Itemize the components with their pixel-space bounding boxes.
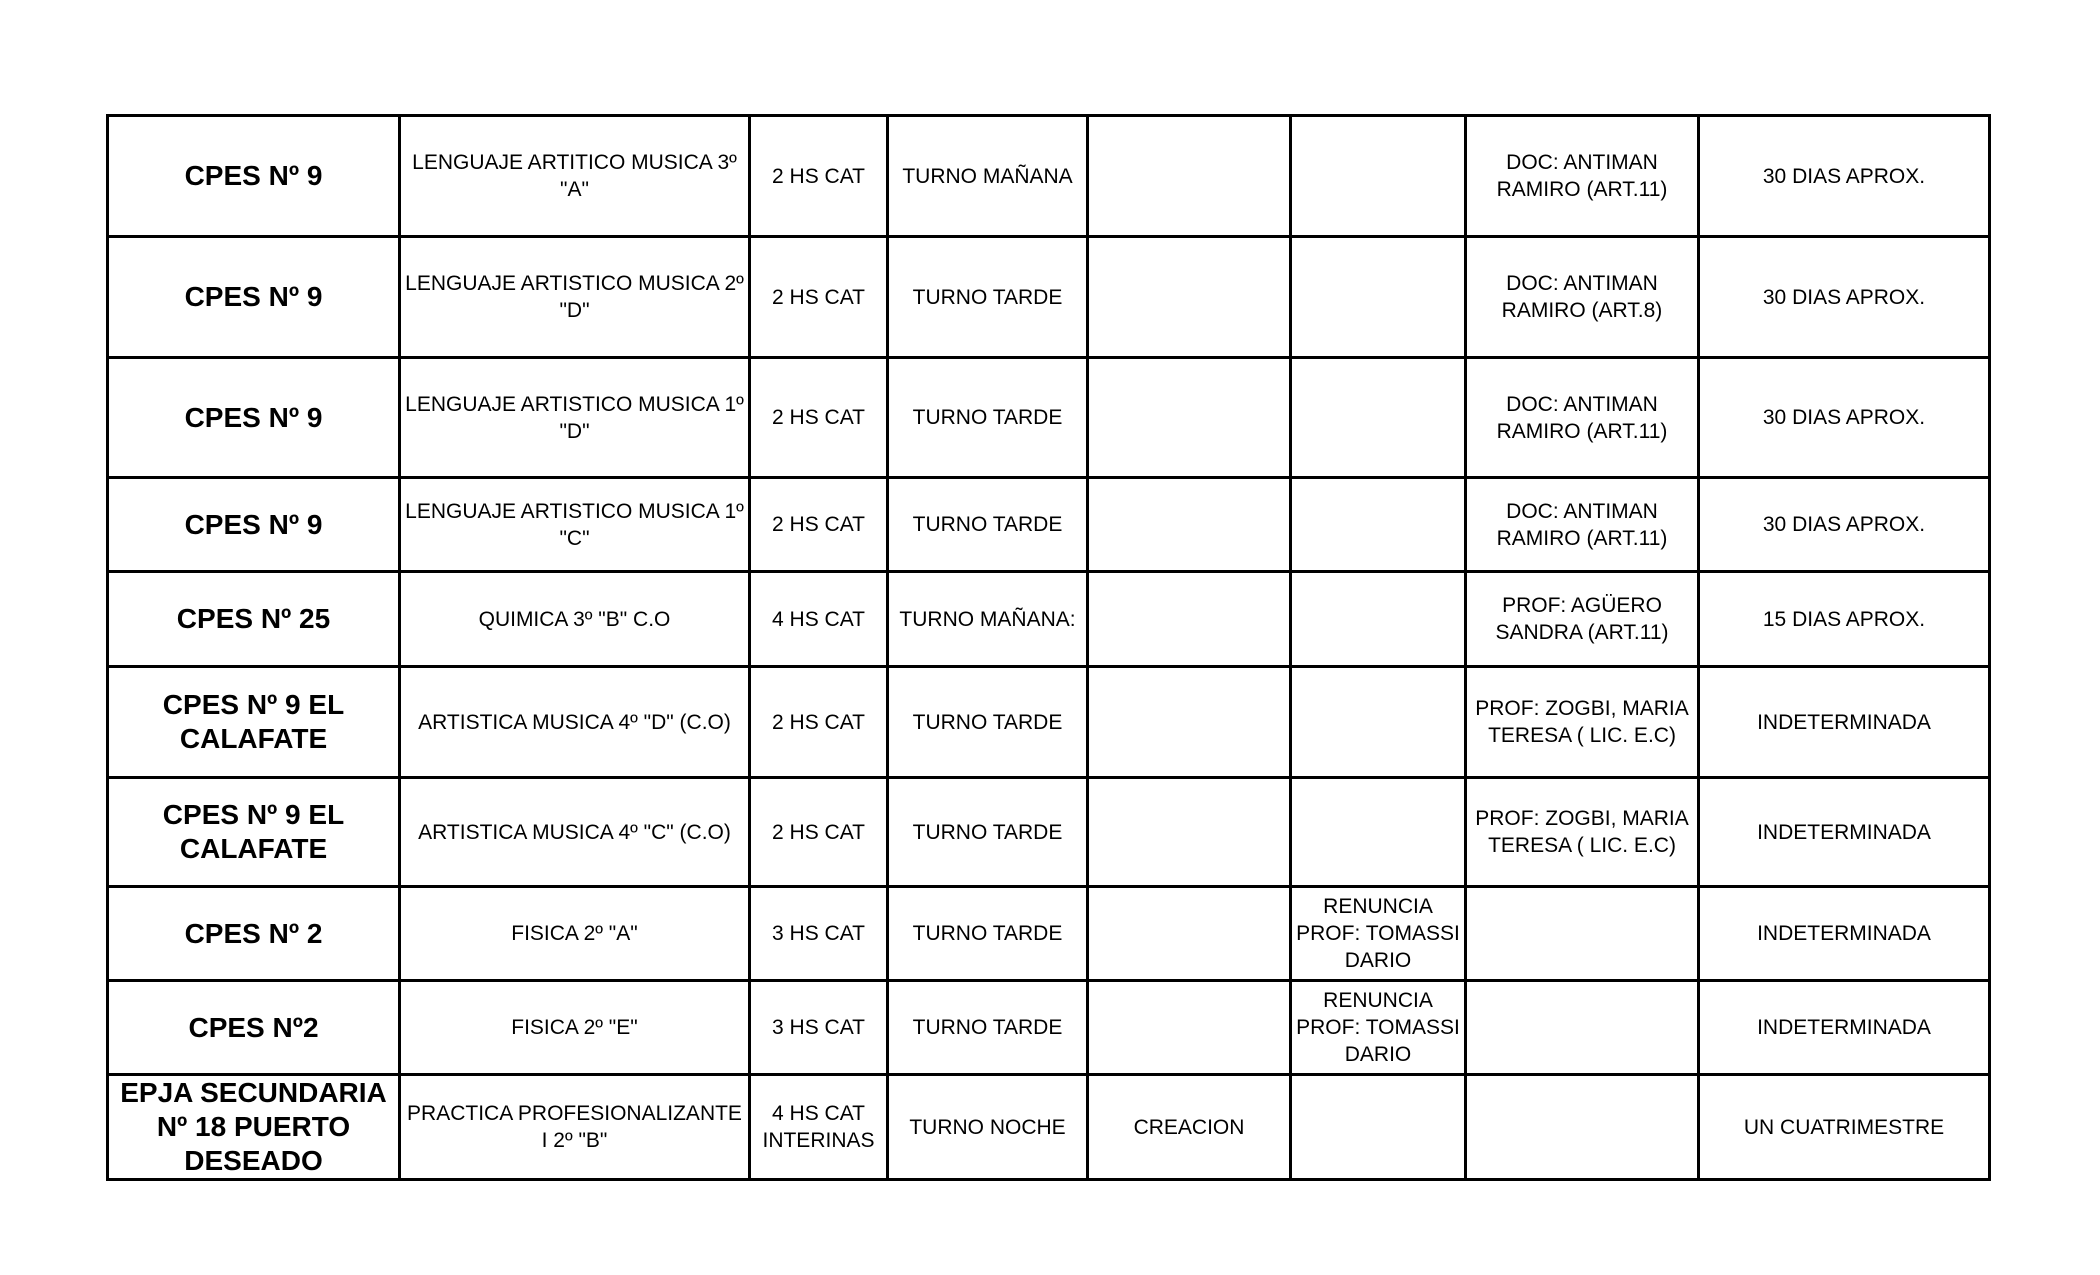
hours-cell: 2 HS CAT (750, 358, 888, 478)
teacher-cell: PROF: AGÜERO SANDRA (ART.11) (1466, 572, 1699, 667)
subject-cell: FISICA 2º "E" (400, 981, 750, 1075)
teacher-cell (1466, 887, 1699, 981)
table-row (108, 778, 1990, 887)
empty-cell (1088, 981, 1291, 1075)
empty-cell (1088, 887, 1291, 981)
vacancies-table (106, 114, 1991, 1181)
subject-cell: LENGUAJE ARTISTICO MUSICA 1º "D" (400, 358, 750, 478)
school-cell: CPES Nº2 (108, 981, 400, 1075)
duration-cell: 30 DIAS APROX. (1699, 116, 1990, 237)
school-cell: CPES Nº 2 (108, 887, 400, 981)
reason-cell (1291, 358, 1466, 478)
empty-cell (1088, 778, 1291, 887)
school-cell: CPES Nº 9 (108, 478, 400, 572)
teacher-cell: DOC: ANTIMAN RAMIRO (ART.11) (1466, 358, 1699, 478)
duration-cell: 30 DIAS APROX. (1699, 358, 1990, 478)
school-cell: CPES Nº 9 EL CALAFATE (108, 778, 400, 887)
subject-cell: PRACTICA PROFESIONALIZANTE I 2º "B" (400, 1075, 750, 1180)
creation-cell: CREACION (1088, 1075, 1291, 1180)
teacher-cell: DOC: ANTIMAN RAMIRO (ART.8) (1466, 237, 1699, 358)
duration-cell: 30 DIAS APROX. (1699, 478, 1990, 572)
subject-cell: FISICA 2º "A" (400, 887, 750, 981)
table-row (108, 237, 1990, 358)
table-row (108, 667, 1990, 778)
table-row (108, 1075, 1990, 1180)
duration-cell: 30 DIAS APROX. (1699, 237, 1990, 358)
reason-cell (1291, 778, 1466, 887)
empty-cell (1088, 358, 1291, 478)
reason-cell (1291, 237, 1466, 358)
duration-cell: INDETERMINADA (1699, 778, 1990, 887)
shift-cell: TURNO TARDE (888, 237, 1088, 358)
school-cell: EPJA SECUNDARIA Nº 18 PUERTO DESEADO (108, 1075, 400, 1180)
shift-cell: TURNO NOCHE (888, 1075, 1088, 1180)
subject-cell: ARTISTICA MUSICA 4º "D" (C.O) (400, 667, 750, 778)
subject-cell: LENGUAJE ARTISTICO MUSICA 1º "C" (400, 478, 750, 572)
duration-cell: INDETERMINADA (1699, 887, 1990, 981)
subject-cell: QUIMICA 3º "B" C.O (400, 572, 750, 667)
hours-cell: 4 HS CAT INTERINAS (750, 1075, 888, 1180)
school-cell: CPES Nº 9 (108, 358, 400, 478)
teacher-cell: DOC: ANTIMAN RAMIRO (ART.11) (1466, 116, 1699, 237)
reason-cell: RENUNCIA PROF: TOMASSI DARIO (1291, 981, 1466, 1075)
empty-cell (1088, 478, 1291, 572)
reason-cell (1291, 116, 1466, 237)
hours-cell: 2 HS CAT (750, 116, 888, 237)
hours-cell: 3 HS CAT (750, 981, 888, 1075)
hours-cell: 2 HS CAT (750, 478, 888, 572)
teacher-cell: PROF: ZOGBI, MARIA TERESA ( LIC. E.C) (1466, 667, 1699, 778)
reason-cell (1291, 667, 1466, 778)
reason-cell: RENUNCIA PROF: TOMASSI DARIO (1291, 887, 1466, 981)
hours-cell: 2 HS CAT (750, 237, 888, 358)
reason-cell (1291, 572, 1466, 667)
subject-cell: ARTISTICA MUSICA 4º "C" (C.O) (400, 778, 750, 887)
reason-cell (1291, 1075, 1466, 1180)
table-row (108, 478, 1990, 572)
teacher-cell: DOC: ANTIMAN RAMIRO (ART.11) (1466, 478, 1699, 572)
hours-cell: 4 HS CAT (750, 572, 888, 667)
subject-cell: LENGUAJE ARTITICO MUSICA 3º "A" (400, 116, 750, 237)
shift-cell: TURNO MAÑANA (888, 116, 1088, 237)
table-row (108, 116, 1990, 237)
shift-cell: TURNO MAÑANA: (888, 572, 1088, 667)
table-row (108, 887, 1990, 981)
hours-cell: 2 HS CAT (750, 667, 888, 778)
shift-cell: TURNO TARDE (888, 667, 1088, 778)
reason-cell (1291, 478, 1466, 572)
hours-cell: 2 HS CAT (750, 778, 888, 887)
shift-cell: TURNO TARDE (888, 887, 1088, 981)
table-row (108, 572, 1990, 667)
table-row (108, 981, 1990, 1075)
duration-cell: INDETERMINADA (1699, 981, 1990, 1075)
empty-cell (1088, 237, 1291, 358)
table-row (108, 358, 1990, 478)
duration-cell: UN CUATRIMESTRE (1699, 1075, 1990, 1180)
empty-cell (1088, 116, 1291, 237)
teacher-cell: PROF: ZOGBI, MARIA TERESA ( LIC. E.C) (1466, 778, 1699, 887)
teacher-cell (1466, 981, 1699, 1075)
shift-cell: TURNO TARDE (888, 981, 1088, 1075)
shift-cell: TURNO TARDE (888, 778, 1088, 887)
school-cell: CPES Nº 9 (108, 237, 400, 358)
shift-cell: TURNO TARDE (888, 478, 1088, 572)
hours-cell: 3 HS CAT (750, 887, 888, 981)
duration-cell: INDETERMINADA (1699, 667, 1990, 778)
empty-cell (1088, 667, 1291, 778)
teacher-cell (1466, 1075, 1699, 1180)
shift-cell: TURNO TARDE (888, 358, 1088, 478)
school-cell: CPES Nº 25 (108, 572, 400, 667)
duration-cell: 15 DIAS APROX. (1699, 572, 1990, 667)
subject-cell: LENGUAJE ARTISTICO MUSICA 2º "D" (400, 237, 750, 358)
empty-cell (1088, 572, 1291, 667)
school-cell: CPES Nº 9 EL CALAFATE (108, 667, 400, 778)
school-cell: CPES Nº 9 (108, 116, 400, 237)
